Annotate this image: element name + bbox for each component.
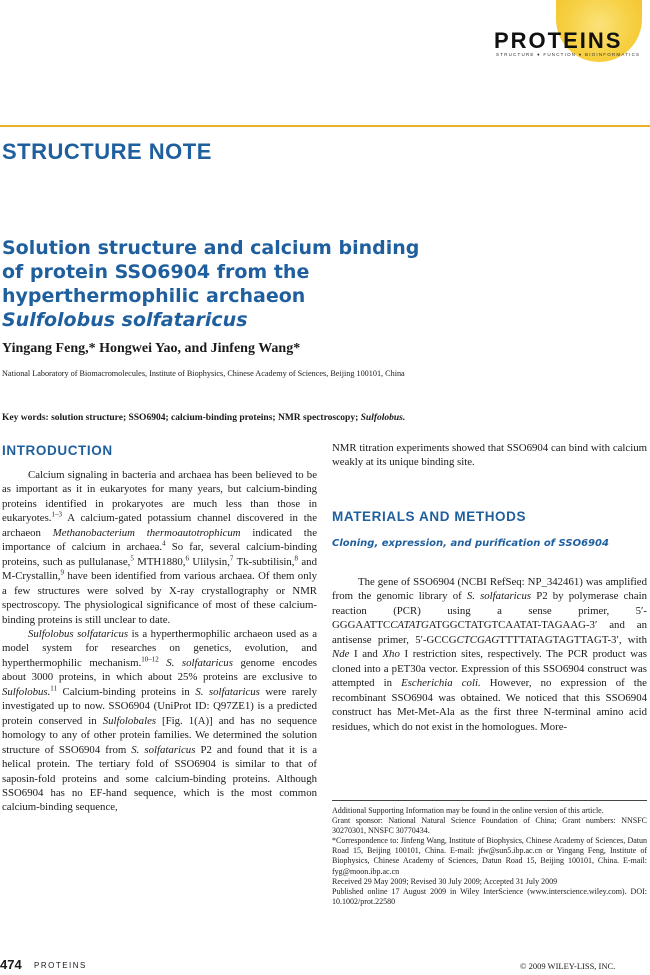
title-line: Solution structure and calcium binding <box>2 237 420 259</box>
title-line: Sulfolobus solfataricus <box>2 309 248 331</box>
keywords-text: solution structure; SSO6904; calcium-binding proteins; NMR spectroscopy; <box>48 413 361 423</box>
introduction-heading: INTRODUCTION <box>2 443 113 458</box>
page-number: 474 <box>0 957 22 972</box>
introduction-body <box>2 468 317 815</box>
methods-body <box>332 575 647 734</box>
footnote-line: Grant sponsor: National Natural Science Foundation of China; Grant numbers: NNSFC 30270301, NNSFC 30770434. <box>332 816 647 836</box>
footnote-line: Additional Supporting Information may be found in the online version of this article. <box>332 806 604 815</box>
footnote-line: Received 29 May 2009; Revised 30 July 2009; Accepted 31 July 2009 <box>332 876 558 886</box>
footnote-rule <box>332 800 647 801</box>
paragraph: The gene of SSO6904 (NCBI RefSeq: NP_342461) was amplified from the genomic library of S. solfataricus P2 by polymerase chain reaction (PCR) using a sense primer, 5′-GGGAATTCCATATGATGGCTATGTCAATAT-TAGAAG-3′ and an antisense primer, 5′-GCCGCTCGAGTTTTATAGTAGTTAGT-3′, with Nde I and Xho I restriction sites, respectively. The PCR product was cloned into a pET30a vector. Expression of this SSO6904 construct was attempted in Escherichia coli. However, no expression of the recombinant SSO6904 was obtained. We noticed that this SSO6904 construct has Met-Met-Ala as the first three N-terminal amino acid residues, which do not exist in the homologues. More- <box>332 576 647 733</box>
paragraph: NMR titration experiments showed that SSO6904 can bind with calcium weakly at its unique binding site. <box>332 442 647 469</box>
authors: Yingang Feng,* Hongwei Yao, and Jinfeng Wang* <box>2 341 301 356</box>
title-line: of protein SSO6904 from the <box>2 261 310 283</box>
keywords-label: Key words: <box>2 413 49 423</box>
paragraph: Calcium signaling in bacteria and archaea has been believed to be as important as it in eukaryotes for many years, but calcium-binding proteins identified in prokaryotes are much less than those in eukaryotes.$^{1-3}$ A calcium-gated potassium channel discovered in the archaeon Methanobacterium thermoautotrophicum indicated the importance of calcium in archaea.$^4$ So far, several calcium-binding proteins, such as pullulanase,$^5$ MTH1880,$^6$ Ulilysin,$^7$ Tk-subtilisin,$^8$ and M-Crystallin,$^9$ have been identified from various archaea. Of them only a few structures were solved by X-ray crystallography or NMR spectroscopy. The physiological significance of most of these calcium-binding proteins is still unclear to date. <box>2 469 317 626</box>
journal-tagline: STRUCTURE ● FUNCTION ● BIOINFORMATICS <box>496 52 641 57</box>
keywords <box>2 413 405 423</box>
methods-heading: MATERIALS AND METHODS <box>332 509 527 524</box>
section-label: STRUCTURE NOTE <box>2 139 212 164</box>
footnote-line: *Correspondence to: Jinfeng Wang, Institute of Biophysics, Chinese Academy of Sciences, Datun Road 15, Beijing 100101, China. E-mail: jfw@sun5.ibp.ac.cn or Yingang Feng, Institute of Biophysics, Chinese Academy of Sciences, Datun Road 15, Beijing 100101, China. E-mail: fyg@moon.ibp.ac.cn <box>332 836 647 876</box>
affiliation: National Laboratory of Biomacromolecules, Institute of Biophysics, Chinese Academy of Sciences, Beijing 100101, China <box>2 369 405 378</box>
keywords-italic: Sulfolobus. <box>360 413 406 423</box>
journal-title: PROTEINS <box>494 28 623 53</box>
title-line: hyperthermophilic archaeon <box>2 285 306 307</box>
copyright: © 2009 WILEY-LISS, INC. <box>520 961 616 971</box>
paragraph: Sulfolobus solfataricus is a hyperthermophilic archaeon used as a model system for researches on genetics, evolution, and hyperthermophilic mechanism.$^{10-12}$ S. solfataricus genome encodes about 3000 proteins, in which about 25% proteins are exclusive to Sulfolobus.$^{11}$ Calcium-binding proteins in S. solfataricus were rarely investigated up to now. SSO6904 (UniProt ID: Q97ZE1) is a predicted protein conserved in Sulfolobales [Fig. 1(A)] and has no sequence homology to any of other protein families. We determined the solution structure of SSO6904 from S. solfataricus P2 and found that it is a helical protein. The tertiary fold of SSO6904 is similar to that of saposin-fold proteins and some calcium-binding proteins. Although SSO6904 has no EF-hand sequence, which is the most common calcium-binding sequence, <box>2 627 318 814</box>
methods-subheading: Cloning, expression, and purification of SSO6904 <box>332 538 609 549</box>
introduction-continued <box>332 441 647 470</box>
paper-title <box>2 236 602 332</box>
footer-journal: PROTEINS <box>34 961 87 970</box>
header-rule <box>0 125 650 127</box>
footnote-line: Published online 17 August 2009 in Wiley InterScience (www.interscience.wiley.com). DOI: 10.1002/prot.22580 <box>332 886 647 906</box>
footnote <box>332 806 647 907</box>
